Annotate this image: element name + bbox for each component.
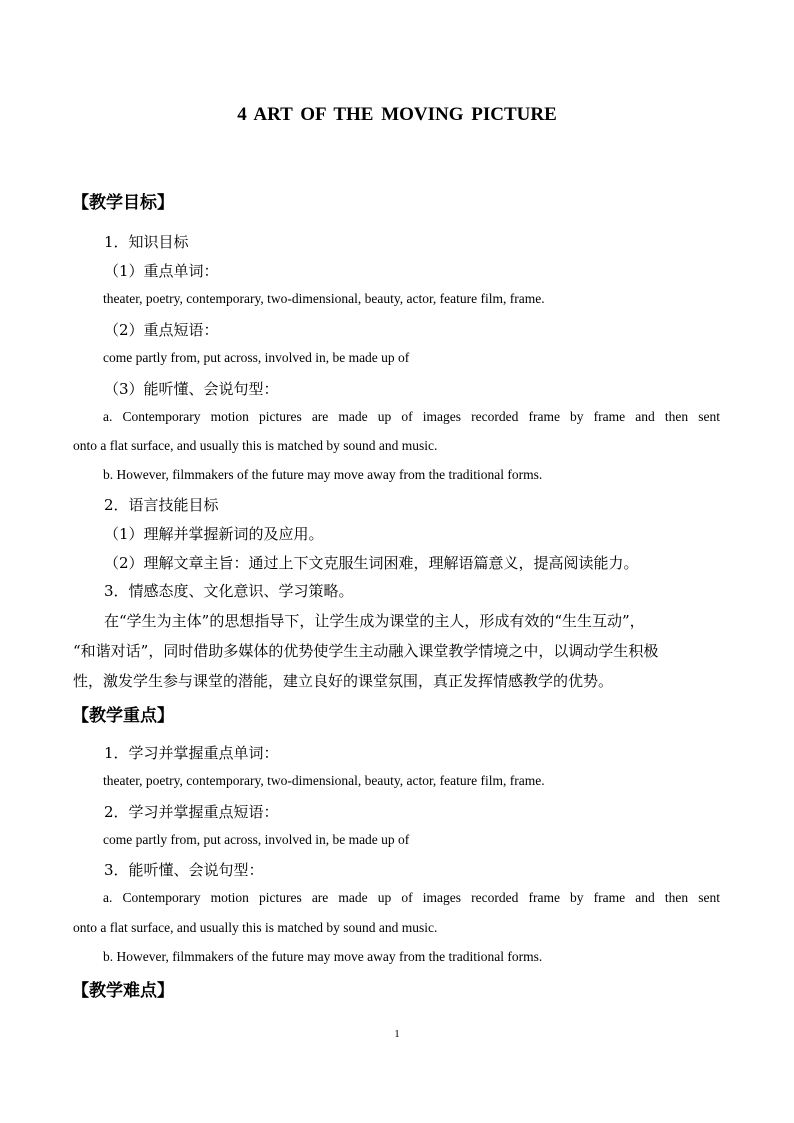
- knowledge-goal: 1．知识目标: [104, 233, 189, 251]
- key-point-sentence-a-line2: onto a flat surface, and usually this is matched by sound and music.: [73, 920, 438, 935]
- sentence-b: b. However, filmmakers of the future may move away from the traditional forms.: [103, 467, 543, 482]
- key-words-label: （1）重点单词：: [104, 262, 219, 280]
- key-point-1-text: theater, poetry, contemporary, two-dimensional, beauty, actor, feature film, frame.: [103, 773, 545, 788]
- sentence-a-line1: a. Contemporary motion pictures are made up of images recorded frame by frame and then sent: [103, 409, 720, 424]
- skill-goal: 2．语言技能目标: [104, 496, 219, 514]
- section-heading-key-points: 【教学重点】: [72, 706, 174, 726]
- section-heading-difficulties: 【教学难点】: [72, 981, 174, 1001]
- paragraph-line-3: 性，激发学生参与课堂的潜能，建立良好的课堂氛围，真正发挥情感教学的优势。: [73, 672, 614, 690]
- page-number: 1: [394, 1028, 400, 1040]
- attitude-goal: 3．情感态度、文化意识、学习策略。: [104, 582, 354, 600]
- paragraph-line-2: “和谐对话”，同时借助多媒体的优势使学生主动融入课堂教学情境之中，以调动学生积极: [73, 642, 659, 660]
- key-point-2-text: come partly from, put across, involved in, be made up of: [103, 832, 410, 847]
- key-words-text: theater, poetry, contemporary, two-dimensional, beauty, actor, feature film, frame.: [103, 291, 545, 306]
- document-title: 4 ART OF THE MOVING PICTURE: [237, 104, 557, 125]
- key-phrases-text: come partly from, put across, involved in, be made up of: [103, 350, 410, 365]
- key-point-3-label: 3．能听懂、会说句型：: [104, 861, 264, 879]
- key-point-1-label: 1．学习并掌握重点单词：: [104, 744, 279, 762]
- section-heading-objectives: 【教学目标】: [72, 193, 174, 213]
- key-point-2-label: 2．学习并掌握重点短语：: [104, 803, 279, 821]
- skill-item-2: （2）理解文章主旨：通过上下文克服生词困难，理解语篇意义，提高阅读能力。: [104, 554, 639, 572]
- sentence-a-line2: onto a flat surface, and usually this is matched by sound and music.: [73, 438, 438, 453]
- key-phrases-label: （2）重点短语：: [104, 321, 219, 339]
- skill-item-1: （1）理解并掌握新词的及应用。: [104, 525, 324, 543]
- key-point-sentence-a-line1: a. Contemporary motion pictures are made up of images recorded frame by frame and then sent: [103, 890, 720, 905]
- key-point-sentence-b: b. However, filmmakers of the future may move away from the traditional forms.: [103, 949, 543, 964]
- paragraph-line-1: 在“学生为主体”的思想指导下，让学生成为课堂的主人，形成有效的“生生互动”，: [104, 612, 645, 630]
- sentences-label: （3）能听懂、会说句型：: [104, 380, 279, 398]
